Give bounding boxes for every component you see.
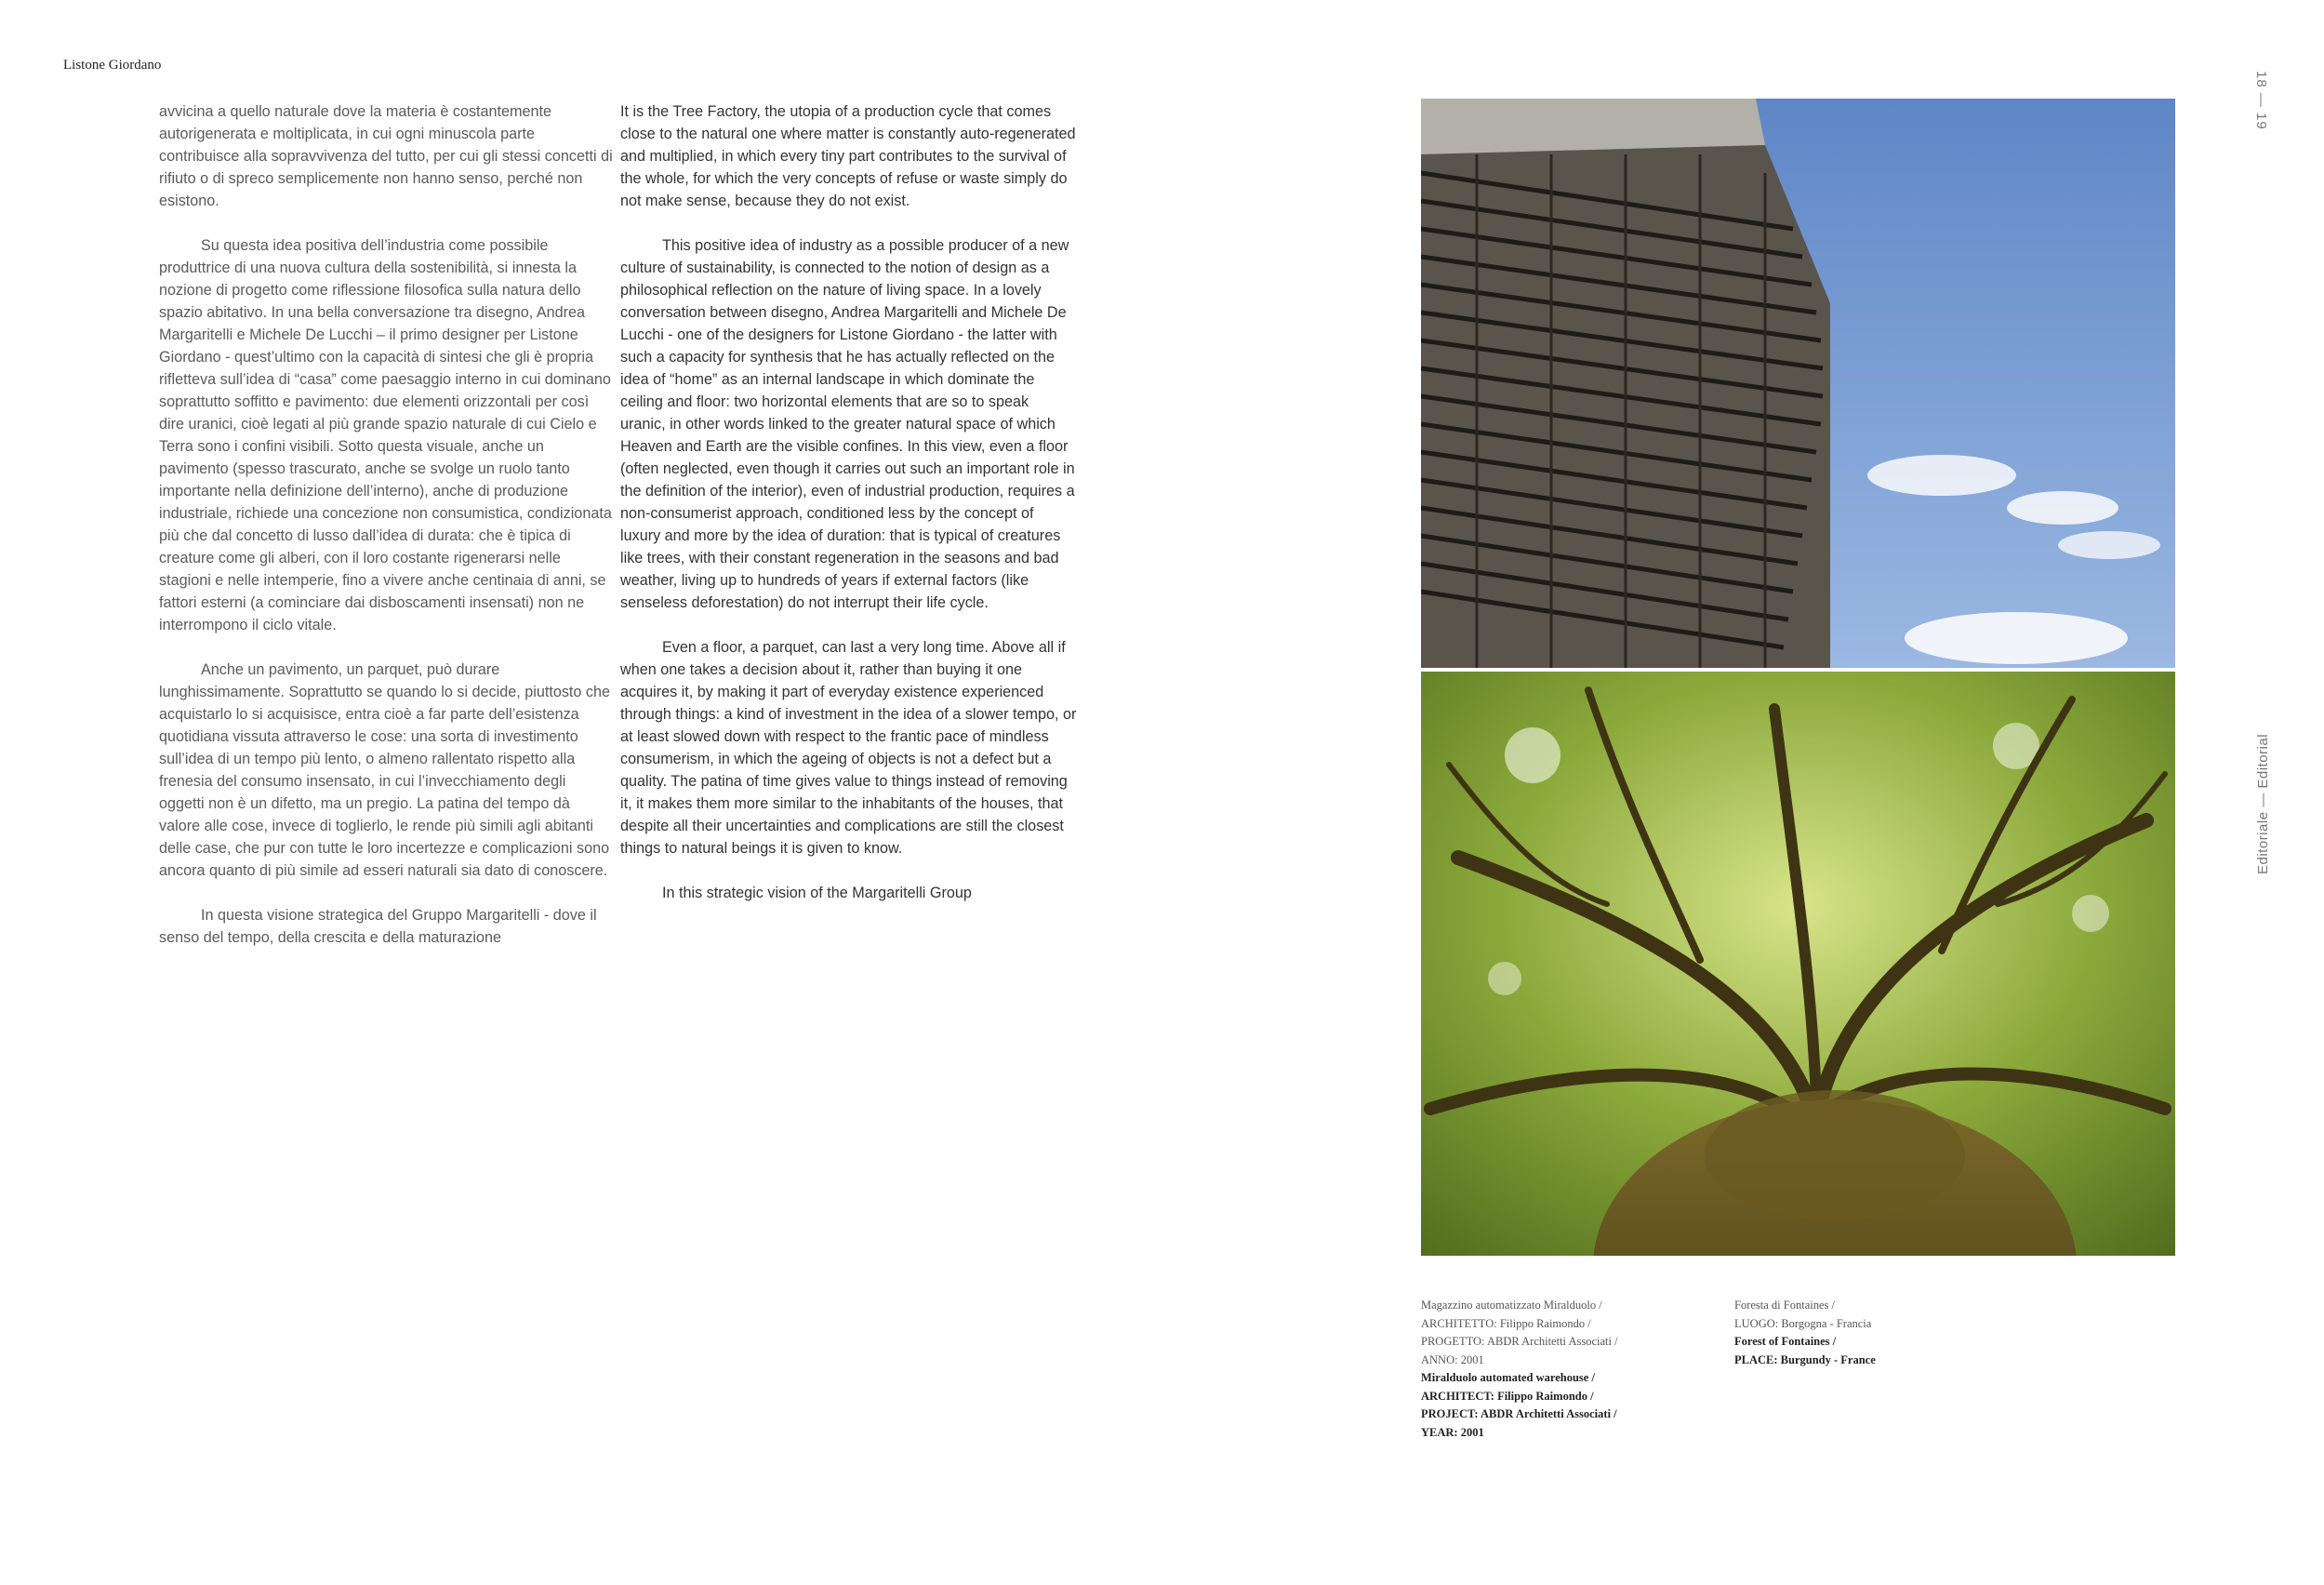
italian-paragraph: Anche un pavimento, un parquet, può durare lunghissimamente. Soprattutto se quando lo si decide, piuttosto che acquistarlo lo si acquisisce, entra cioè a far parte dell’esistenza quotidiana vissuta attraverso le cose: una sorta di investimento sull’idea di un tempo più lento, o almeno rallentato rispetto alla frenesia del consumo insensato, in cui l’invecchiamento degli oggetti non è un difetto, ma un pregio. La patina del tempo dà valore alle cose, invece di toglierlo, le rende più simili agli abitanti delle case, che pur con tutte le loro incertezze e complicazioni sono ancora quanto di più simile ad esseri naturali sia dato di conoscere. xyxy=(159,661,611,879)
tree-photo xyxy=(1421,672,2175,1256)
italian-paragraph: In questa visione strategica del Gruppo Margaritelli - dove il senso del tempo, della crescita e della maturazione xyxy=(159,907,597,946)
english-paragraph: Even a floor, a parquet, can last a very long time. Above all if when one takes a decision about it, rather than buying it one acquires it, by making it part of everyday existence experienced through things: a kind of investment in the idea of a slower tempo, or at least slowed down with respect to the frantic pace of mindless consumerism, in which the ageing of objects is not a defect but a quality. The patina of time gives value to things instead of removing it, it makes them more similar to the inhabitants of the houses, that despite all their uncertainties and complications are still the closest things to natural beings it is given to know. xyxy=(620,639,1077,857)
english-column xyxy=(620,100,1078,926)
caption-line: YEAR: 2001 xyxy=(1421,1425,1484,1439)
italian-column xyxy=(159,100,615,971)
caption-line: PLACE: Burgundy - France xyxy=(1734,1352,1876,1366)
brand-name: Listone Giordano xyxy=(63,58,162,73)
italian-paragraph: Su questa idea positiva dell’industria come possibile produttrice di una nuova cultura della sostenibilità, si innesta la nozione di progetto come riflessione filosofica sulla natura dello spazio abitativo. In una bella conversazione tra disegno, Andrea Margaritelli e Michele De Lucchi – il primo designer per Listone Giordano - quest’ultimo con la capacità di sintesi che gli è propria rifletteva sull’idea di “casa” come paesaggio interno in cui dominano soprattutto soffitto e pavimento: due elementi orizzontali per così dire uranici, cioè legati al più grande spazio naturale di cui Cielo e Terra sono i confini visibili. Sotto questa visuale, anche un pavimento (spesso trascurato, anche se svolge un ruolo tanto importante nella definizione dell’interno), anche di produzione industriale, richiede una concezione non consumistica, condizionata più che dal concetto di lusso dall’idea di durata: che è tipica di creature come gli alberi, con il loro costante rigenerarsi nelle stagioni e nelle intemperie, fino a vivere anche centinaia di anni, se fattori esterni (a cominciare dai disboscamenti insensati) non ne interrompono il ciclo vitale. xyxy=(159,237,612,633)
caption-line: PROJECT: ABDR Architetti Associati / xyxy=(1421,1407,1617,1420)
caption-line: PROGETTO: ABDR Architetti Associati / xyxy=(1421,1335,1618,1348)
forest-caption xyxy=(1734,1297,2013,1369)
caption-line: LUOGO: Borgogna - Francia xyxy=(1734,1316,1872,1330)
warehouse-photo xyxy=(1421,99,2175,668)
caption-line: ARCHITECT: Filippo Raimondo / xyxy=(1421,1389,1594,1403)
caption-line: Forest of Fontaines / xyxy=(1734,1335,1837,1348)
page-number: 18 — 19 xyxy=(2253,71,2269,130)
caption-line: ANNO: 2001 xyxy=(1421,1352,1484,1366)
caption-line: Miralduolo automated warehouse / xyxy=(1421,1371,1595,1384)
english-paragraph: In this strategic vision of the Margaritelli Group xyxy=(662,885,972,901)
warehouse-caption xyxy=(1421,1297,1728,1442)
caption-line: ARCHITETTO: Filippo Raimondo / xyxy=(1421,1316,1591,1330)
english-paragraph: It is the Tree Factory, the utopia of a production cycle that comes close to the natural one where matter is constantly auto-regenerated and multiplied, in which every tiny part contributes to the survival of the whole, for which the very concepts of refuse or waste simply do not make sense, because they do not exist. xyxy=(620,103,1076,209)
section-label: Editoriale — Editorial xyxy=(2255,733,2271,874)
italian-paragraph: avvicina a quello naturale dove la materia è costantemente autorigenerata e moltiplicata, in cui ogni minuscola parte contribuisce alla sopravvivenza del tutto, per cui gli stessi concetti di rifiuto o di spreco semplicemente non hanno senso, perché non esistono. xyxy=(159,103,613,209)
english-paragraph: This positive idea of industry as a possible producer of a new culture of sustainability, is connected to the notion of design as a philosophical reflection on the nature of living space. In a lovely conversation between disegno, Andrea Margaritelli and Michele De Lucchi - one of the designers for Listone Giordano - the latter with such a capacity for synthesis that he has actually reflected on the idea of “home” as an internal landscape in which dominate the ceiling and floor: two horizontal elements that are so to speak uranic, in other words linked to the greater natural space of which Heaven and Earth are the visible confines. In this view, even a floor (often neglected, even though it carries out such an important role in the definition of the interior), even of industrial production, requires a non-consumerist approach, conditioned less by the concept of luxury and more by the idea of duration: that is typical of creatures like trees, with their constant regeneration in the seasons and bad weather, living up to hundreds of years if external factors (like senseless deforestation) do not interrupt their life cycle. xyxy=(620,237,1075,611)
caption-line: Magazzino automatizzato Miralduolo / xyxy=(1421,1299,1602,1312)
caption-line: Foresta di Fontaines / xyxy=(1734,1299,1835,1312)
